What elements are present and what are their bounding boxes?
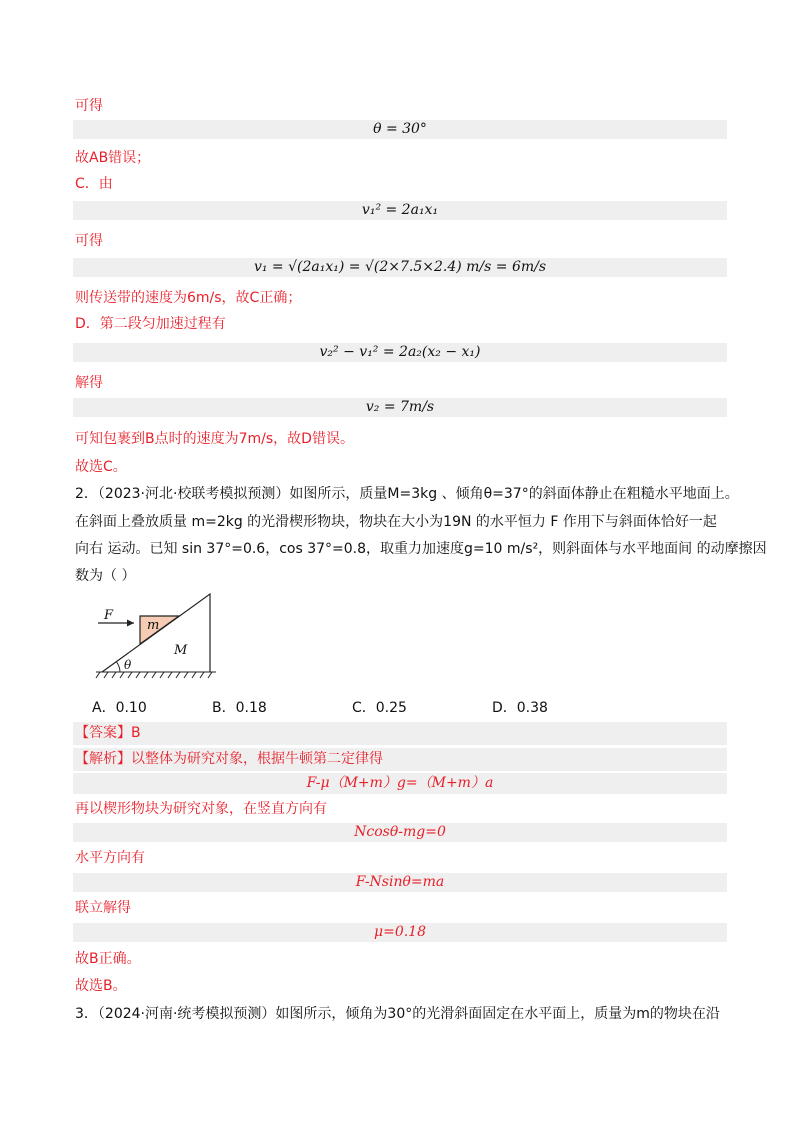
text-b-correct: 故B正确。 — [75, 951, 141, 967]
label-m: m — [147, 618, 160, 633]
equation-v1: v₁ = √(2a₁x₁) = √(2×7.5×2.4) m/s = 6m/s — [253, 259, 547, 275]
text-d-wrong: 可知包裹到B点时的速度为7m/s，故D错误。 — [75, 431, 354, 447]
ground-hatching — [96, 672, 216, 678]
equation-newton-whole: F-μ（M+m）g=（M+m）a — [306, 775, 494, 791]
text-ab-wrong: 故AB错误； — [75, 150, 151, 166]
incline-figure — [90, 588, 240, 688]
angle-arc — [117, 662, 120, 672]
option-b: B．0.18 — [212, 700, 267, 716]
question-2-line-1: 2．（2023·河北·校联考模拟预测）如图所示，质量M=3kg 、倾角θ=37°的斜面体静止在粗糙水平地面上。 — [75, 486, 739, 502]
arrow-head-icon — [127, 620, 134, 627]
text-vertical: 再以楔形物块为研究对象，在竖直方向有 — [75, 801, 327, 817]
label-F: F — [104, 608, 114, 623]
option-d: D．0.38 — [492, 700, 548, 716]
question-2-line-3: 向右 运动。已知 sin 37°=0.6，cos 37°=0.8，取重力加速度g=10 m/s²，则斜面体与水平地面间 的动摩擦因 — [75, 541, 767, 557]
text-jiede: 解得 — [75, 375, 103, 391]
question-3-line-1: 3．（2024·河南·统考模拟预测）如图所示，倾角为30°的光滑斜面固定在水平面上，质量为m的物块在沿 — [75, 1006, 720, 1022]
answer-band — [73, 722, 727, 745]
text-kede-2: 可得 — [75, 233, 103, 249]
text-c-correct: 则传送带的速度为6m/s，故C正确； — [75, 290, 302, 306]
text-c-you: C．由 — [75, 176, 113, 192]
equation-mu: μ=0.18 — [373, 924, 426, 940]
equation-v2: v₂ = 7m/s — [365, 399, 435, 415]
text-solve: 联立解得 — [75, 900, 131, 916]
equation-horizontal: F-Nsinθ=ma — [355, 874, 445, 890]
text-d-process: D．第二段匀加速过程有 — [75, 316, 226, 332]
equation-vertical: Ncosθ-mg=0 — [354, 824, 446, 840]
equation-v1-squared: v₁² = 2a₁x₁ — [361, 202, 439, 218]
text-kede-1: 可得 — [75, 98, 103, 114]
question-2-line-4: 数为（ ） — [75, 568, 136, 584]
label-M: M — [174, 643, 188, 658]
option-c: C．0.25 — [352, 700, 407, 716]
equation-theta: θ = 30° — [373, 121, 427, 137]
block-m — [140, 616, 179, 644]
text-choose-b: 故选B。 — [75, 978, 127, 994]
label-theta: θ — [124, 658, 132, 672]
text-choose-c: 故选C。 — [75, 459, 127, 475]
analysis-text: 【解析】以整体为研究对象，根据牛顿第二定律得 — [75, 751, 383, 767]
answer-label: 【答案】B — [75, 725, 141, 741]
equation-d: v₂² − v₁² = 2a₂(x₂ − x₁) — [319, 344, 481, 360]
option-a: A．0.10 — [92, 700, 147, 716]
text-horizontal: 水平方向有 — [75, 850, 145, 866]
question-2-line-2: 在斜面上叠放质量 m=2kg 的光滑楔形物块，物块在大小为19N 的水平恒力 F 作用下与斜面体恰好一起 — [75, 514, 717, 530]
